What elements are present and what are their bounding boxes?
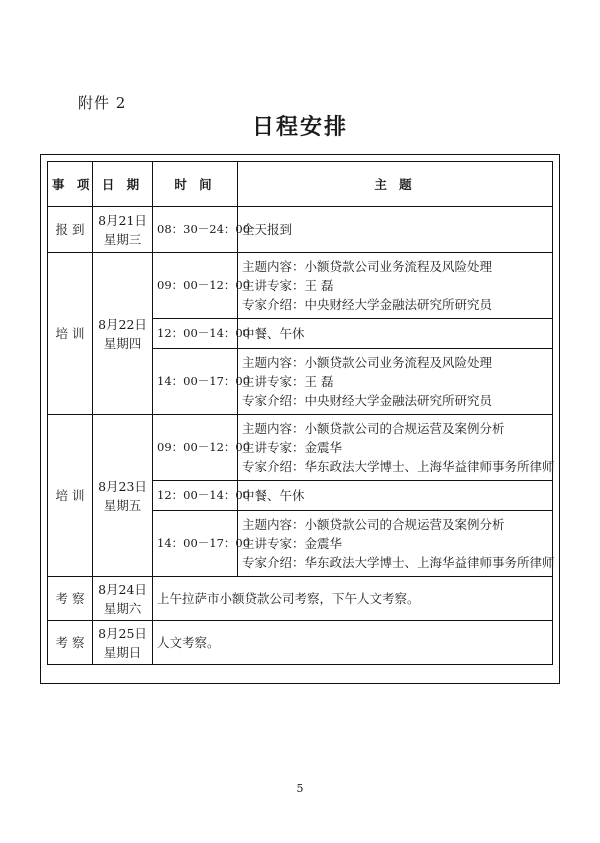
header-topic: 主 题 <box>238 162 553 207</box>
time-cell: 12：00－14：00 <box>153 319 238 349</box>
speaker-line: 主讲专家：王 磊 <box>242 278 334 293</box>
table-row <box>48 577 553 621</box>
topic-cell: 全天报到 <box>238 207 553 253</box>
date-cell <box>93 253 153 415</box>
intro-line: 专家介绍：华东政法大学博士、上海华益律师事务所律师 <box>242 555 555 570</box>
weekday-text: 星期日 <box>103 644 142 660</box>
time-cell: 09：00－12：00 <box>153 253 238 319</box>
weekday-text: 星期三 <box>103 231 142 247</box>
header-time: 时 间 <box>153 162 238 207</box>
weekday-text: 星期六 <box>103 600 142 616</box>
date-text: 8月21日 <box>98 212 147 228</box>
topic-cell: 上午拉萨市小额贷款公司考察，下午人文考察。 <box>153 577 553 621</box>
table-row <box>48 415 553 481</box>
topic-cell <box>238 415 553 481</box>
topic-cell <box>238 253 553 319</box>
page-title: 日程安排 <box>251 115 348 140</box>
table-row <box>48 253 553 319</box>
page-number: 5 <box>296 782 304 795</box>
speaker-line: 主讲专家：王 磊 <box>242 374 334 389</box>
item-cell: 培 训 <box>48 253 93 415</box>
intro-line: 专家介绍：华东政法大学博士、上海华益律师事务所律师 <box>242 459 555 474</box>
topic-cell: 人文考察。 <box>153 621 553 665</box>
date-cell <box>93 415 153 577</box>
date-cell <box>93 621 153 665</box>
topic-line: 主题内容：小额贷款公司的合规运营及案例分析 <box>242 421 505 436</box>
item-cell: 报 到 <box>48 207 93 253</box>
date-text: 8月22日 <box>98 316 147 332</box>
topic-line: 主题内容：小额贷款公司业务流程及风险处理 <box>242 355 493 370</box>
time-cell: 09：00－12：00 <box>153 415 238 481</box>
intro-line: 专家介绍：中央财经大学金融法研究所研究员 <box>242 297 493 312</box>
topic-cell <box>238 349 553 415</box>
date-text: 8月24日 <box>98 581 147 597</box>
header-item: 事 项 <box>48 162 93 207</box>
time-cell: 14：00－17：00 <box>153 511 238 577</box>
date-cell <box>93 207 153 253</box>
topic-cell: 中餐、午休 <box>238 481 553 511</box>
date-text: 8月23日 <box>98 478 147 494</box>
time-cell: 12：00－14：00 <box>153 481 238 511</box>
table-header-row <box>48 162 553 207</box>
weekday-text: 星期四 <box>103 335 142 351</box>
item-cell: 考 察 <box>48 621 93 665</box>
header-date: 日 期 <box>93 162 153 207</box>
item-cell: 培 训 <box>48 415 93 577</box>
date-cell <box>93 577 153 621</box>
table-row <box>48 621 553 665</box>
date-text: 8月25日 <box>98 625 147 641</box>
time-cell: 14：00－17：00 <box>153 349 238 415</box>
weekday-text: 星期五 <box>103 497 142 513</box>
time-cell: 08：30－24：00 <box>153 207 238 253</box>
topic-cell <box>238 511 553 577</box>
attachment-label: 附件 2 <box>78 94 127 112</box>
speaker-line: 主讲专家：金震华 <box>242 440 343 455</box>
table-row <box>48 207 553 253</box>
topic-cell: 中餐、午休 <box>238 319 553 349</box>
intro-line: 专家介绍：中央财经大学金融法研究所研究员 <box>242 393 493 408</box>
schedule-table <box>47 161 553 665</box>
speaker-line: 主讲专家：金震华 <box>242 536 343 551</box>
item-cell: 考 察 <box>48 577 93 621</box>
topic-line: 主题内容：小额贷款公司的合规运营及案例分析 <box>242 517 505 532</box>
topic-line: 主题内容：小额贷款公司业务流程及风险处理 <box>242 259 493 274</box>
